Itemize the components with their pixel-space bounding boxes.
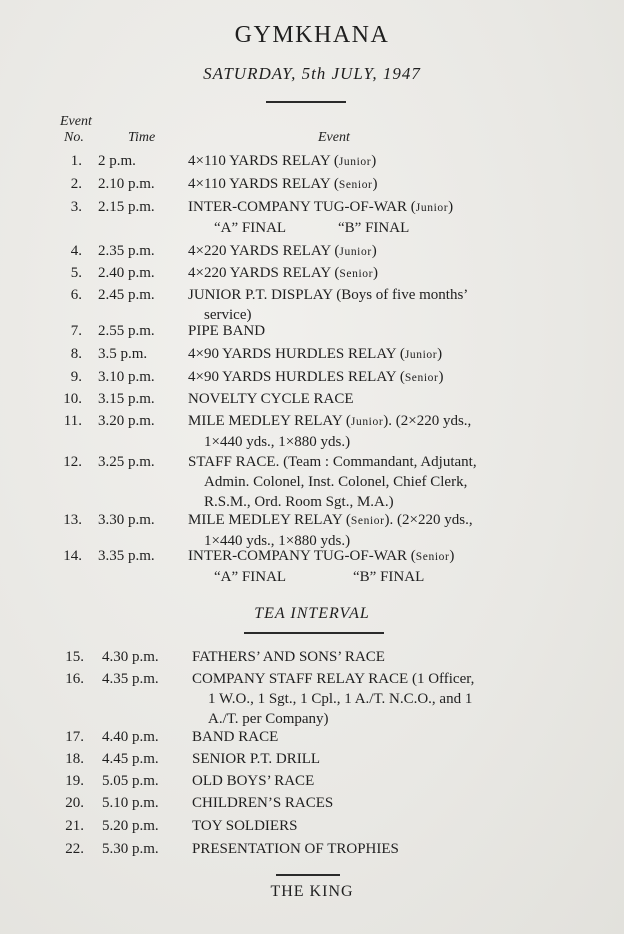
event-tail: ) bbox=[449, 548, 455, 564]
closing-divider bbox=[276, 874, 340, 876]
event-title bbox=[188, 285, 544, 325]
event-finals: “A” FINAL “B” FINAL bbox=[214, 569, 425, 585]
event-time: 5.30 p.m. bbox=[102, 841, 159, 857]
event-continuation: 1×440 yds., 1×880 yds.) bbox=[204, 434, 351, 450]
event-name: CHILDREN’S RACES bbox=[192, 795, 334, 811]
event-number: 14. bbox=[63, 548, 82, 564]
event-name: PRESENTATION OF TROPHIES bbox=[192, 841, 399, 857]
event-title bbox=[192, 669, 548, 729]
event-title bbox=[192, 647, 548, 667]
event-number: 11. bbox=[63, 413, 82, 429]
event-number: 22. bbox=[65, 841, 84, 857]
event-name: 4×110 YARDS RELAY ( bbox=[188, 153, 339, 169]
header-event-label: Event bbox=[60, 114, 92, 129]
event-title bbox=[188, 151, 544, 172]
event-name: STAFF RACE. (Team : Commandant, Adjutant, bbox=[188, 454, 477, 470]
event-tail: ) bbox=[373, 265, 379, 281]
event-time: 4.35 p.m. bbox=[102, 671, 159, 687]
event-time: 2.15 p.m. bbox=[98, 199, 155, 215]
event-time: 2.10 p.m. bbox=[98, 176, 155, 192]
event-division: Senior bbox=[350, 515, 385, 527]
event-name: MILE MEDLEY RELAY ( bbox=[188, 512, 351, 528]
event-division: Junior bbox=[339, 246, 372, 258]
event-continuation: 1×440 yds., 1×880 yds.) bbox=[204, 533, 351, 549]
event-name: FATHERS’ AND SONS’ RACE bbox=[192, 649, 385, 665]
event-title bbox=[192, 749, 548, 769]
event-number: 21. bbox=[65, 818, 84, 834]
event-time: 5.05 p.m. bbox=[102, 773, 159, 789]
event-division: Senior bbox=[338, 179, 373, 191]
event-name: MILE MEDLEY RELAY ( bbox=[188, 413, 351, 429]
event-name: BAND RACE bbox=[192, 729, 279, 745]
event-division: Senior bbox=[415, 551, 450, 563]
event-time: 4.40 p.m. bbox=[102, 729, 159, 745]
event-title bbox=[188, 197, 544, 238]
event-title bbox=[192, 816, 548, 836]
event-title bbox=[188, 389, 544, 409]
event-finals: “A” FINAL “B” FINAL bbox=[214, 220, 410, 236]
event-continuation: A./T. per Company) bbox=[208, 711, 329, 727]
event-name: INTER-COMPANY TUG-OF-WAR ( bbox=[188, 199, 416, 215]
event-time: 2.35 p.m. bbox=[98, 243, 155, 259]
event-division: Junior bbox=[350, 416, 384, 428]
event-time: 2.45 p.m. bbox=[98, 287, 155, 303]
header-time: Time bbox=[128, 130, 156, 145]
header-no: No. bbox=[64, 130, 84, 145]
event-number: 5. bbox=[70, 265, 82, 281]
event-time: 3.35 p.m. bbox=[98, 548, 155, 564]
event-division: Senior bbox=[404, 372, 439, 384]
event-title bbox=[188, 510, 544, 551]
event-number: 7. bbox=[70, 323, 82, 339]
event-time: 2.40 p.m. bbox=[98, 265, 155, 281]
event-number: 9. bbox=[70, 369, 82, 385]
event-name: COMPANY STAFF RELAY RACE (1 Officer, bbox=[192, 671, 475, 687]
event-tail: ). (2×220 yds., bbox=[384, 512, 473, 528]
event-title bbox=[192, 727, 548, 747]
event-time: 4.45 p.m. bbox=[102, 751, 159, 767]
event-time: 4.30 p.m. bbox=[102, 649, 159, 665]
event-time: 2 p.m. bbox=[98, 153, 136, 169]
event-number: 17. bbox=[65, 729, 84, 745]
event-time: 3.5 p.m. bbox=[98, 346, 148, 362]
page-title: GYMKHANA bbox=[234, 22, 390, 48]
event-time: 3.10 p.m. bbox=[98, 369, 155, 385]
event-number: 12. bbox=[63, 454, 82, 470]
event-continuation: R.S.M., Ord. Room Sgt., M.A.) bbox=[204, 494, 394, 510]
event-number: 18. bbox=[65, 751, 84, 767]
event-number: 2. bbox=[70, 176, 82, 192]
event-title bbox=[188, 174, 544, 195]
event-time: 3.15 p.m. bbox=[98, 391, 155, 407]
event-number: 6. bbox=[70, 287, 82, 303]
closing-line: THE KING bbox=[270, 883, 354, 900]
event-title bbox=[188, 321, 544, 341]
event-number: 19. bbox=[65, 773, 84, 789]
event-name: 4×90 YARDS HURDLES RELAY ( bbox=[188, 369, 405, 385]
event-number: 10. bbox=[63, 391, 82, 407]
event-time: 2.55 p.m. bbox=[98, 323, 155, 339]
event-name: 4×110 YARDS RELAY ( bbox=[188, 176, 339, 192]
event-number: 20. bbox=[65, 795, 84, 811]
event-date: SATURDAY, 5th JULY, 1947 bbox=[203, 64, 421, 83]
event-continuation: Admin. Colonel, Inst. Colonel, Chief Clerk, bbox=[204, 474, 468, 490]
event-title bbox=[188, 241, 544, 262]
event-tail: ) bbox=[448, 199, 454, 215]
event-time: 5.10 p.m. bbox=[102, 795, 159, 811]
event-name: NOVELTY CYCLE RACE bbox=[188, 391, 354, 407]
event-number: 16. bbox=[65, 671, 84, 687]
event-name: INTER-COMPANY TUG-OF-WAR ( bbox=[188, 548, 416, 564]
event-number: 3. bbox=[70, 199, 82, 215]
event-name: 4×90 YARDS HURDLES RELAY ( bbox=[188, 346, 405, 362]
event-number: 15. bbox=[65, 649, 84, 665]
event-continuation: 1 W.O., 1 Sgt., 1 Cpl., 1 A./T. N.C.O., and 1 bbox=[208, 691, 473, 707]
event-continuation: service) bbox=[204, 307, 252, 323]
title-divider bbox=[266, 101, 346, 103]
event-tail: ) bbox=[371, 153, 377, 169]
event-division: Junior bbox=[415, 202, 449, 214]
event-title bbox=[192, 771, 548, 791]
event-time: 3.20 p.m. bbox=[98, 413, 155, 429]
event-name: TOY SOLDIERS bbox=[192, 818, 298, 834]
event-name: PIPE BAND bbox=[188, 323, 266, 339]
tea-interval: TEA INTERVAL bbox=[254, 605, 370, 622]
event-number: 13. bbox=[63, 512, 82, 528]
event-name: SENIOR P.T. DRILL bbox=[192, 751, 321, 767]
event-tail: ) bbox=[372, 176, 378, 192]
event-tail: ) bbox=[438, 369, 444, 385]
event-tail: ) bbox=[371, 243, 377, 259]
event-title bbox=[188, 452, 544, 512]
event-name: 4×220 YARDS RELAY ( bbox=[188, 265, 340, 281]
event-division: Junior bbox=[404, 349, 438, 361]
header-event: Event bbox=[318, 130, 350, 145]
event-title bbox=[192, 793, 548, 813]
event-title bbox=[188, 263, 544, 284]
event-title bbox=[188, 344, 544, 365]
event-name: JUNIOR P.T. DISPLAY (Boys of five months’ bbox=[188, 287, 469, 303]
event-division: Senior bbox=[339, 268, 374, 280]
event-number: 4. bbox=[70, 243, 82, 259]
event-title bbox=[188, 367, 544, 388]
event-time: 3.30 p.m. bbox=[98, 512, 155, 528]
event-title bbox=[188, 411, 544, 452]
event-number: 8. bbox=[70, 346, 82, 362]
event-name: 4×220 YARDS RELAY ( bbox=[188, 243, 340, 259]
event-division: Junior bbox=[338, 156, 372, 168]
event-number: 1. bbox=[70, 153, 82, 169]
event-name: OLD BOYS’ RACE bbox=[192, 773, 315, 789]
event-time: 3.25 p.m. bbox=[98, 454, 155, 470]
event-title bbox=[192, 839, 548, 859]
event-time: 5.20 p.m. bbox=[102, 818, 159, 834]
event-tail: ). (2×220 yds., bbox=[383, 413, 472, 429]
interval-divider bbox=[244, 632, 384, 634]
event-tail: ) bbox=[437, 346, 443, 362]
event-title bbox=[188, 546, 544, 587]
